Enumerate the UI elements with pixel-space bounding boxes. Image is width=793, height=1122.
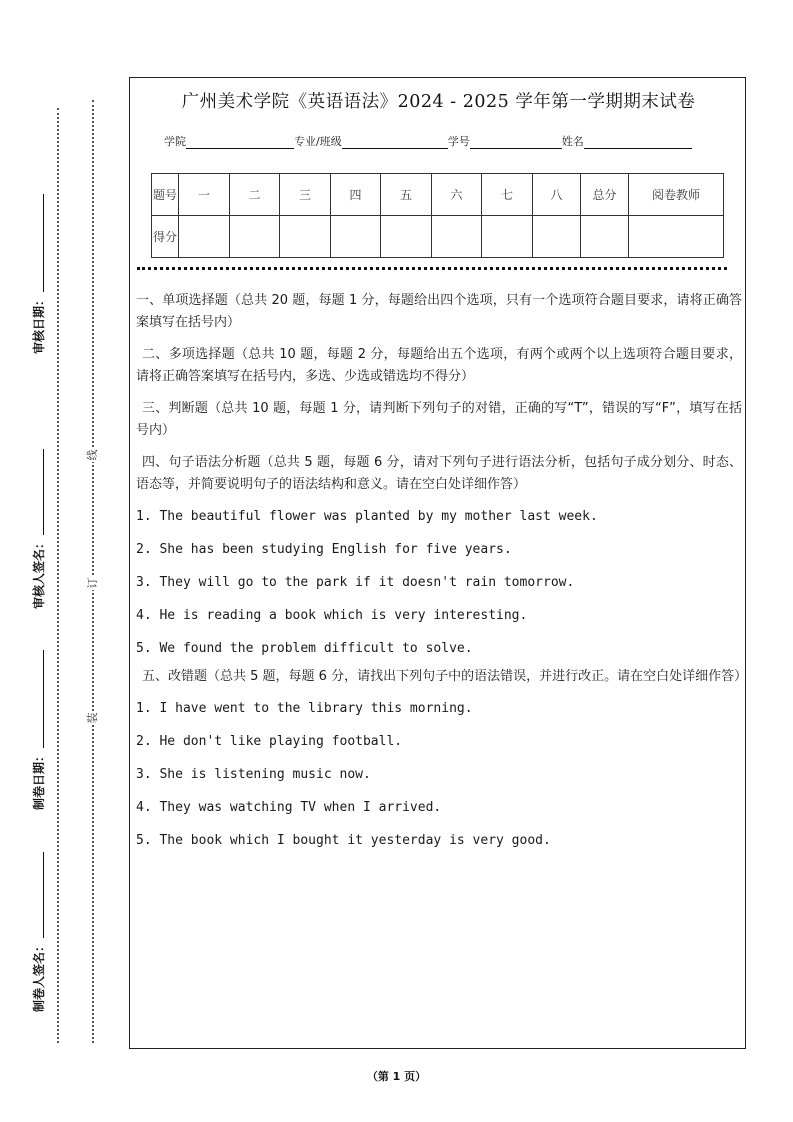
score-cell[interactable]: [331, 216, 381, 258]
section-2-instructions: 二、多项选择题（总共 10 题，每题 2 分，每题给出五个选项，有两个或两个以上选项符合题目要求，请将正确答案填写在括号内，多选、少选或错选均不得分）: [136, 347, 742, 384]
section-1-instructions: 一、单项选择题（总共 20 题，每题 1 分，每题给出四个选项，只有一个选项符合题目要求，请将正确答案填写在括号内）: [136, 293, 742, 330]
bind-fold-char: 装: [86, 712, 99, 724]
student-info-row: [164, 133, 692, 149]
correction-question: 2. He don't like playing football.: [136, 734, 403, 749]
score-col-grader: 阅卷教师: [629, 174, 724, 216]
analysis-question: 3. They will go to the park if it doesn't rain tomorrow.: [136, 575, 575, 590]
score-table-header-row: [152, 174, 724, 216]
binding-dotted-line-outer: [57, 108, 59, 1043]
setter-sign-label: 制卷人签名：: [32, 939, 46, 1012]
row-label-question-no: 题号: [152, 174, 179, 216]
score-col-3: 三: [280, 174, 331, 216]
score-col-5: 五: [381, 174, 432, 216]
score-col-2: 二: [230, 174, 280, 216]
analysis-question: 1. The beautiful flower was planted by my mother last week.: [136, 509, 598, 524]
page-number: （第 1 页）: [366, 1070, 427, 1083]
score-col-6: 六: [432, 174, 482, 216]
bind-line-char: 线: [86, 449, 99, 461]
section-5-instructions: 五、改错题（总共 5 题，每题 6 分，请找出下列句子中的语法错误，并进行改正。请在空白处详细作答）: [142, 669, 748, 684]
reviewer-sign-field: [31, 449, 47, 609]
setter-sign-field: [31, 852, 47, 1012]
exam-title: 广州美术学院《英语语法》2024 - 2025 学年第一学期期末试卷: [181, 92, 696, 112]
correction-question: 5. The book which I bought it yesterday is very good.: [136, 833, 551, 848]
bind-order-char: 订: [86, 577, 99, 589]
correction-question: 4. They was watching TV when I arrived.: [136, 800, 442, 815]
correction-question: 3. She is listening music now.: [136, 767, 371, 782]
reviewer-date-field: [31, 194, 47, 354]
section-3-instructions: 三、判断题（总共 10 题，每题 1 分，请判断下列句子的对错，正确的写“T”，错误的写“F”，填写在括号内）: [136, 401, 742, 438]
row-label-score: 得分: [152, 216, 179, 258]
score-cell[interactable]: [230, 216, 280, 258]
correction-question: 1. I have went to the library this morning.: [136, 701, 473, 716]
dotted-separator: [137, 267, 727, 270]
name-input-line[interactable]: [584, 137, 692, 149]
score-cell[interactable]: [629, 216, 724, 258]
score-cell[interactable]: [533, 216, 581, 258]
major-class-input-line[interactable]: [342, 137, 448, 149]
score-cell[interactable]: [179, 216, 230, 258]
setter-date-field: [31, 650, 47, 810]
binding-dotted-line-inner: [92, 100, 94, 1043]
score-col-8: 八: [533, 174, 581, 216]
exam-frame: [129, 77, 746, 1049]
score-cell[interactable]: [581, 216, 629, 258]
score-cell[interactable]: [280, 216, 331, 258]
score-col-total: 总分: [581, 174, 629, 216]
score-table: [151, 173, 724, 258]
score-table-score-row: [152, 216, 724, 258]
exam-content: [136, 290, 748, 863]
college-label: 学院: [164, 135, 186, 148]
analysis-question: 4. He is reading a book which is very interesting.: [136, 608, 528, 623]
major-class-label: 专业/班级: [294, 135, 342, 148]
section-4-instructions: 四、句子语法分析题（总共 5 题，每题 6 分，请对下列句子进行语法分析，包括句子成分划分、时态、语态等，并简要说明句子的语法结构和意义。请在空白处详细作答）: [136, 455, 742, 492]
score-col-1: 一: [179, 174, 230, 216]
name-label: 姓名: [561, 135, 584, 148]
reviewer-date-label: 审核日期：: [32, 293, 46, 354]
student-id-label: 学号: [447, 135, 470, 148]
analysis-question: 2. She has been studying English for five years.: [136, 542, 512, 557]
college-input-line[interactable]: [186, 137, 294, 149]
score-col-4: 四: [331, 174, 381, 216]
student-id-input-line[interactable]: [470, 137, 562, 149]
score-cell[interactable]: [432, 216, 482, 258]
score-col-7: 七: [482, 174, 533, 216]
reviewer-sign-label: 审核人签名：: [32, 536, 46, 609]
score-cell[interactable]: [381, 216, 432, 258]
score-cell[interactable]: [482, 216, 533, 258]
setter-date-label: 制卷日期：: [32, 749, 46, 810]
analysis-question: 5. We found the problem difficult to solve.: [136, 641, 473, 656]
